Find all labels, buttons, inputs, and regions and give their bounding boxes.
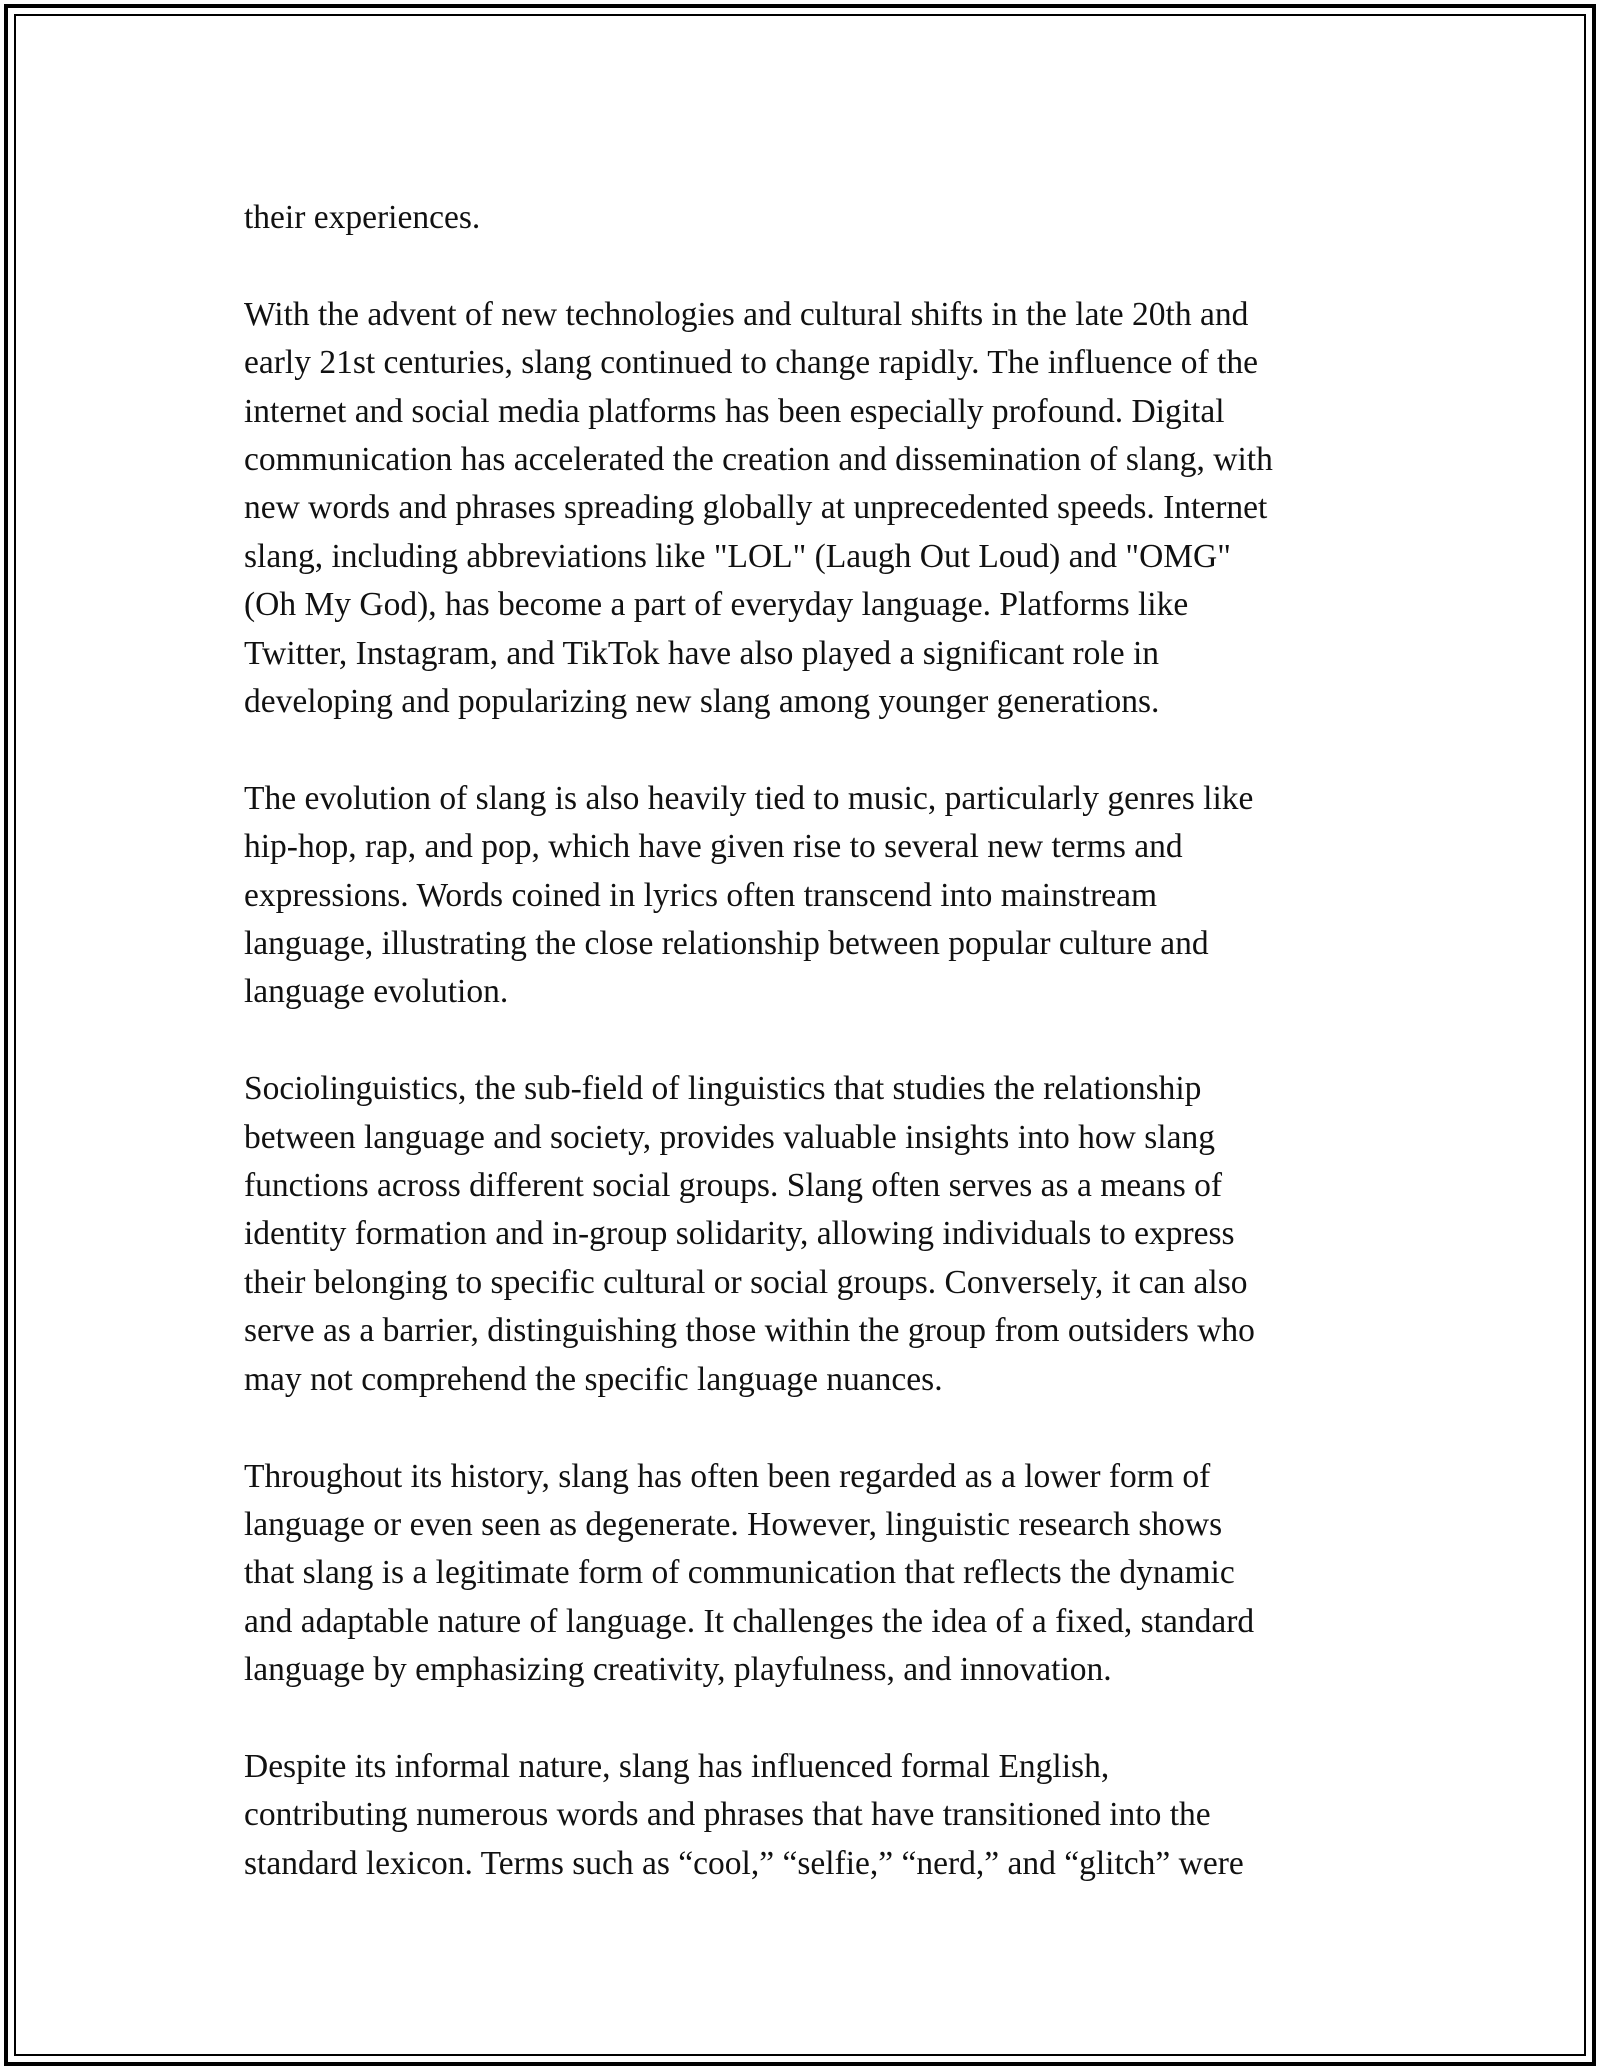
document-body [244, 194, 1394, 1888]
paragraph: The evolution of slang is also heavily tied to music, particularly genres like hip-hop, rap, and pop, which have given rise to several new terms and expressions. Words coined in lyrics often transcend into mainstream language, illustrating the close relationship between popular culture and language evolution. [244, 779, 1254, 1011]
paragraph: With the advent of new technologies and cultural shifts in the late 20th and early 21st centuries, slang continued to change rapidly. The influence of the internet and social media platforms has been especially profound. Digital communication has accelerated the creation and dissemination of slang, with new words and phrases spreading globally at unprecedented speeds. Internet slang, including abbreviations like "LOL" (Laugh Out Loud) and "OMG" (Oh My God), has become a part of everyday language. Platforms like Twitter, Instagram, and TikTok have also played a significant role in developing and popularizing new slang among younger generations. [244, 295, 1273, 721]
paragraph: Sociolinguistics, the sub-field of linguistics that studies the relationship between language and society, provides valuable insights into how slang functions across different social groups. Slang often serves as a means of identity formation and in-group solidarity, allowing individuals to express their belonging to specific cultural or social groups. Conversely, it can also serve as a barrier, distinguishing those within the group from outsiders who may not comprehend the specific language nuances. [244, 1070, 1255, 1398]
paragraph: their experiences. [244, 199, 481, 236]
paragraph: Despite its informal nature, slang has influenced formal English, contributing numerous words and phrases that have transitioned into the standard lexicon. Terms such as “cool,” “selfie,” “nerd,” and “glitch” were [244, 1747, 1244, 1882]
document-page [4, 4, 1596, 2066]
paragraph: Throughout its history, slang has often been regarded as a lower form of language or even seen as degenerate. However, linguistic research shows that slang is a legitimate form of communication that reflects the dynamic and adaptable nature of language. It challenges the idea of a fixed, standard language by emphasizing creativity, playfulness, and innovation. [244, 1457, 1255, 1689]
